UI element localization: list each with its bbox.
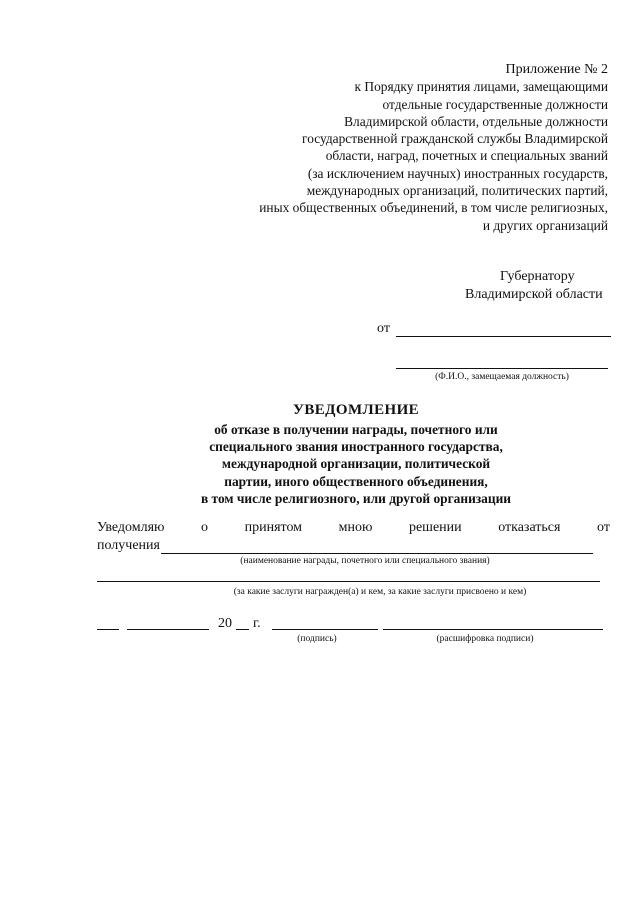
decoding-caption: (расшифровка подписи) xyxy=(436,634,534,644)
annex-line: Владимирской области, отдельные должности xyxy=(344,113,608,129)
date-day-field[interactable] xyxy=(97,629,119,630)
annex-line: к Порядку принятия лицами, замещающими xyxy=(354,79,608,95)
date-year-suffix: г. xyxy=(253,616,261,631)
notice-title: УВЕДОМЛЕНИЕ xyxy=(292,402,420,418)
addressee-region: Владимирской области xyxy=(465,286,603,302)
fio-caption: (Ф.И.О., замещаемая должность) xyxy=(435,372,569,382)
signature-row xyxy=(97,614,607,634)
signature-caption: (подпись) xyxy=(297,634,337,644)
from-row xyxy=(377,321,611,337)
notice-subtitle-line: международной организации, политической xyxy=(221,456,491,472)
notice-subtitle-line: об отказе в получении награды, почетного или xyxy=(214,422,498,437)
body-word: о xyxy=(201,520,209,535)
notice-subtitle xyxy=(100,421,612,507)
receiving-label: получения xyxy=(97,538,160,553)
body-word: Уведомляю xyxy=(97,520,165,535)
addressee-block xyxy=(440,268,610,303)
notice-subtitle-line: партии, иного общественного объединения, xyxy=(224,473,488,489)
annex-line: государственной гражданской службы Владимирской xyxy=(302,131,608,147)
annex-line: отдельные государственные должности xyxy=(382,96,608,112)
date-year-prefix: 20 xyxy=(218,616,232,631)
from-label: от xyxy=(377,321,390,336)
award-caption: (наименование награды, почетного или специального звания) xyxy=(240,556,490,566)
notice-heading xyxy=(100,402,612,507)
annex-line: и других организаций xyxy=(482,217,608,233)
date-year-field[interactable] xyxy=(236,629,249,630)
notice-subtitle-line: в том числе религиозного, или другой организации xyxy=(200,490,512,506)
body-text-line xyxy=(97,520,610,536)
body-word: от xyxy=(597,520,610,535)
annex-header xyxy=(188,61,608,234)
annex-title: Приложение № 2 xyxy=(505,62,608,77)
signature-field[interactable] xyxy=(272,629,378,630)
receiving-row xyxy=(97,538,593,554)
date-month-field[interactable] xyxy=(127,629,209,630)
award-name-field[interactable] xyxy=(161,539,593,554)
body-word: принятом xyxy=(244,520,303,535)
body-word: отказаться xyxy=(498,520,561,535)
annex-line: международных организаций, политических партий, xyxy=(306,183,608,199)
body-word: мною xyxy=(338,520,373,535)
annex-line: иных общественных объединений, в том числе религиозных, xyxy=(259,200,608,216)
from-name-field[interactable] xyxy=(396,321,611,337)
merits-caption: (за какие заслуги награжден(а) и кем, за какие заслуги присвоено и кем) xyxy=(233,587,527,597)
addressee-position: Губернатору xyxy=(500,269,575,284)
body-word: решении xyxy=(408,520,462,535)
fio-position-field[interactable] xyxy=(396,368,608,369)
annex-line: области, наград, почетных и специальных званий xyxy=(325,148,608,164)
notice-subtitle-line: специального звания иностранного государства, xyxy=(209,439,503,455)
signature-decoding-field[interactable] xyxy=(383,629,603,630)
annex-line: (за исключением научных) иностранных государств, xyxy=(307,165,608,181)
merits-field[interactable] xyxy=(97,581,600,582)
